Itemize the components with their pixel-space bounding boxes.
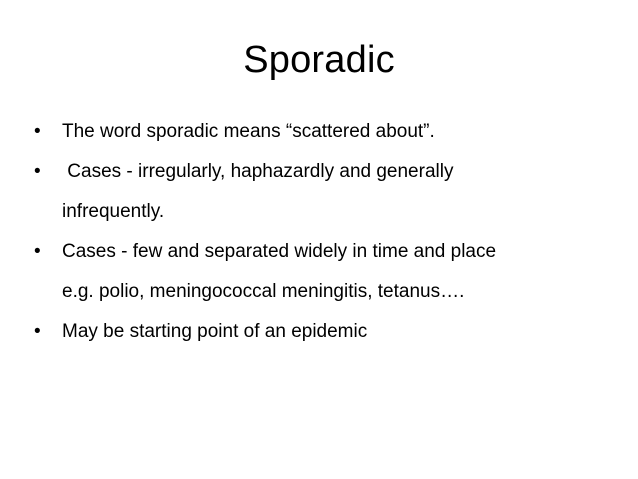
bullet-text: Cases - irregularly, haphazardly and generally infrequently.	[62, 161, 454, 222]
bullet-item	[34, 312, 614, 352]
bullet-marker: •	[34, 321, 41, 342]
bullet-text: Cases - few and separated widely in time and place e.g. polio, meningococcal meningitis, tetanus….	[62, 241, 497, 302]
bullet-text: May be starting point of an epidemic	[62, 321, 368, 342]
bullet-text: The word sporadic means “scattered about”.	[62, 121, 435, 142]
bullet-item	[34, 232, 614, 312]
bullet-marker: •	[34, 161, 41, 182]
bullet-marker: •	[34, 121, 41, 142]
bullet-list	[34, 112, 614, 352]
bullet-item	[34, 112, 614, 152]
slide-title: Sporadic	[243, 39, 395, 81]
bullet-marker: •	[34, 241, 41, 262]
bullet-item	[34, 152, 614, 232]
